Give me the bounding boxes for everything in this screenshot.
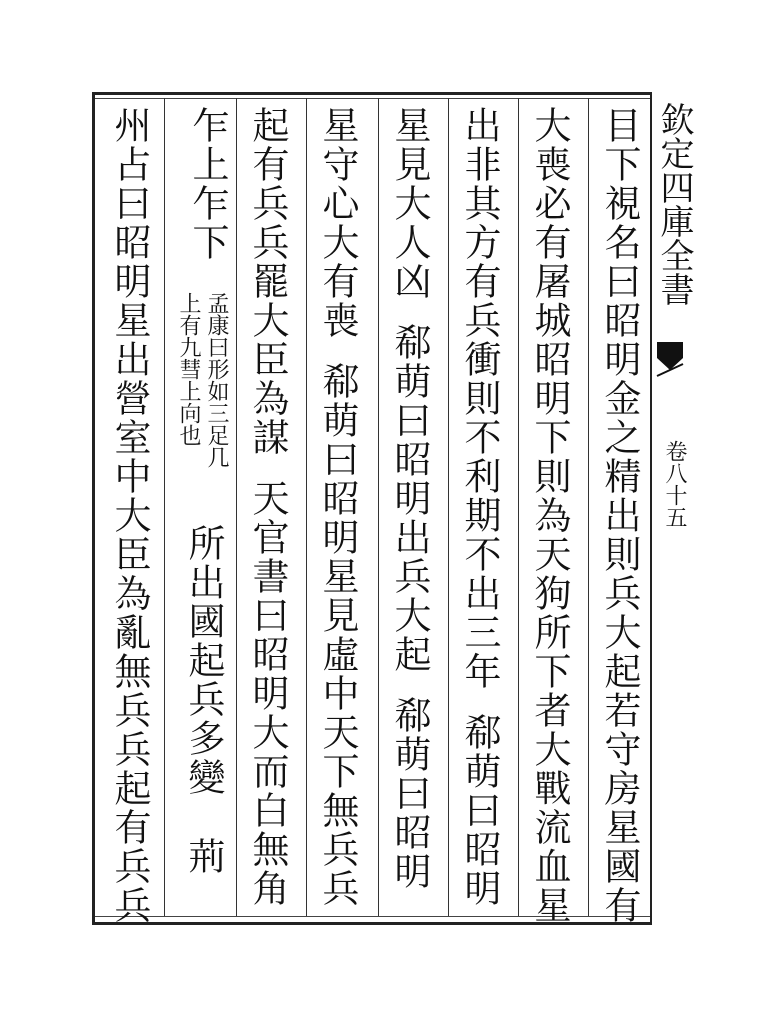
column-text: 起有兵兵罷大臣為謀 [246,106,289,457]
column-text: 大喪必有屠城昭明下則為天狗所下者大戰流血星 [528,106,571,925]
frame-right-rule [650,92,652,925]
column-divider [588,98,589,916]
citation-text: 郗萌曰昭明 [458,713,501,908]
text-column-3 [456,106,502,908]
citation-text: 天官書曰昭明大而白無角 [246,479,289,908]
frame-left-rule [92,92,95,925]
text-column-8 [106,106,152,925]
column-divider [518,98,519,916]
column-text: 星見大人凶 [388,106,431,301]
citation-text: 郗萌曰昭明出兵大起 [388,323,431,674]
citation-text: 郗萌曰昭明 [388,696,431,891]
column-text: 所出國起兵多變 [182,524,225,797]
frame-top-rule [92,92,652,95]
text-column-7-continued [180,524,226,876]
column-text: 州占曰昭明星出營室中大臣為亂無兵兵起有兵兵 [108,106,151,925]
text-column-1 [596,106,642,925]
column-divider [164,98,165,916]
text-column-2 [526,106,572,925]
citation-text: 郗萌曰昭明星見虛中天下無兵兵 [316,362,359,908]
frame-top-inner-rule [92,98,652,99]
column-divider [448,98,449,916]
interlinear-note-left: 上有九彗上向也 [176,292,201,446]
interlinear-note-right: 孟康曰形如三足几 [204,292,229,468]
text-column-5 [314,106,360,908]
column-text: 目下視名曰昭明金之精出則兵大起若守房星國有 [598,106,641,925]
column-divider [236,98,237,916]
juan-number: 卷八十五 [662,440,687,528]
text-column-6 [244,106,290,908]
column-divider [306,98,307,916]
fish-tail-mark-icon [655,340,685,380]
text-column-7 [174,106,230,262]
column-divider [378,98,379,916]
column-text: 荊 [182,837,225,876]
column-text: 乍上乍下 [186,106,229,262]
text-column-4 [386,106,432,891]
column-text: 星守心大有喪 [316,106,359,340]
book-title: 欽定四庫全書 [654,102,694,306]
column-text: 出非其方有兵衝則不利期不出三年 [458,106,501,691]
